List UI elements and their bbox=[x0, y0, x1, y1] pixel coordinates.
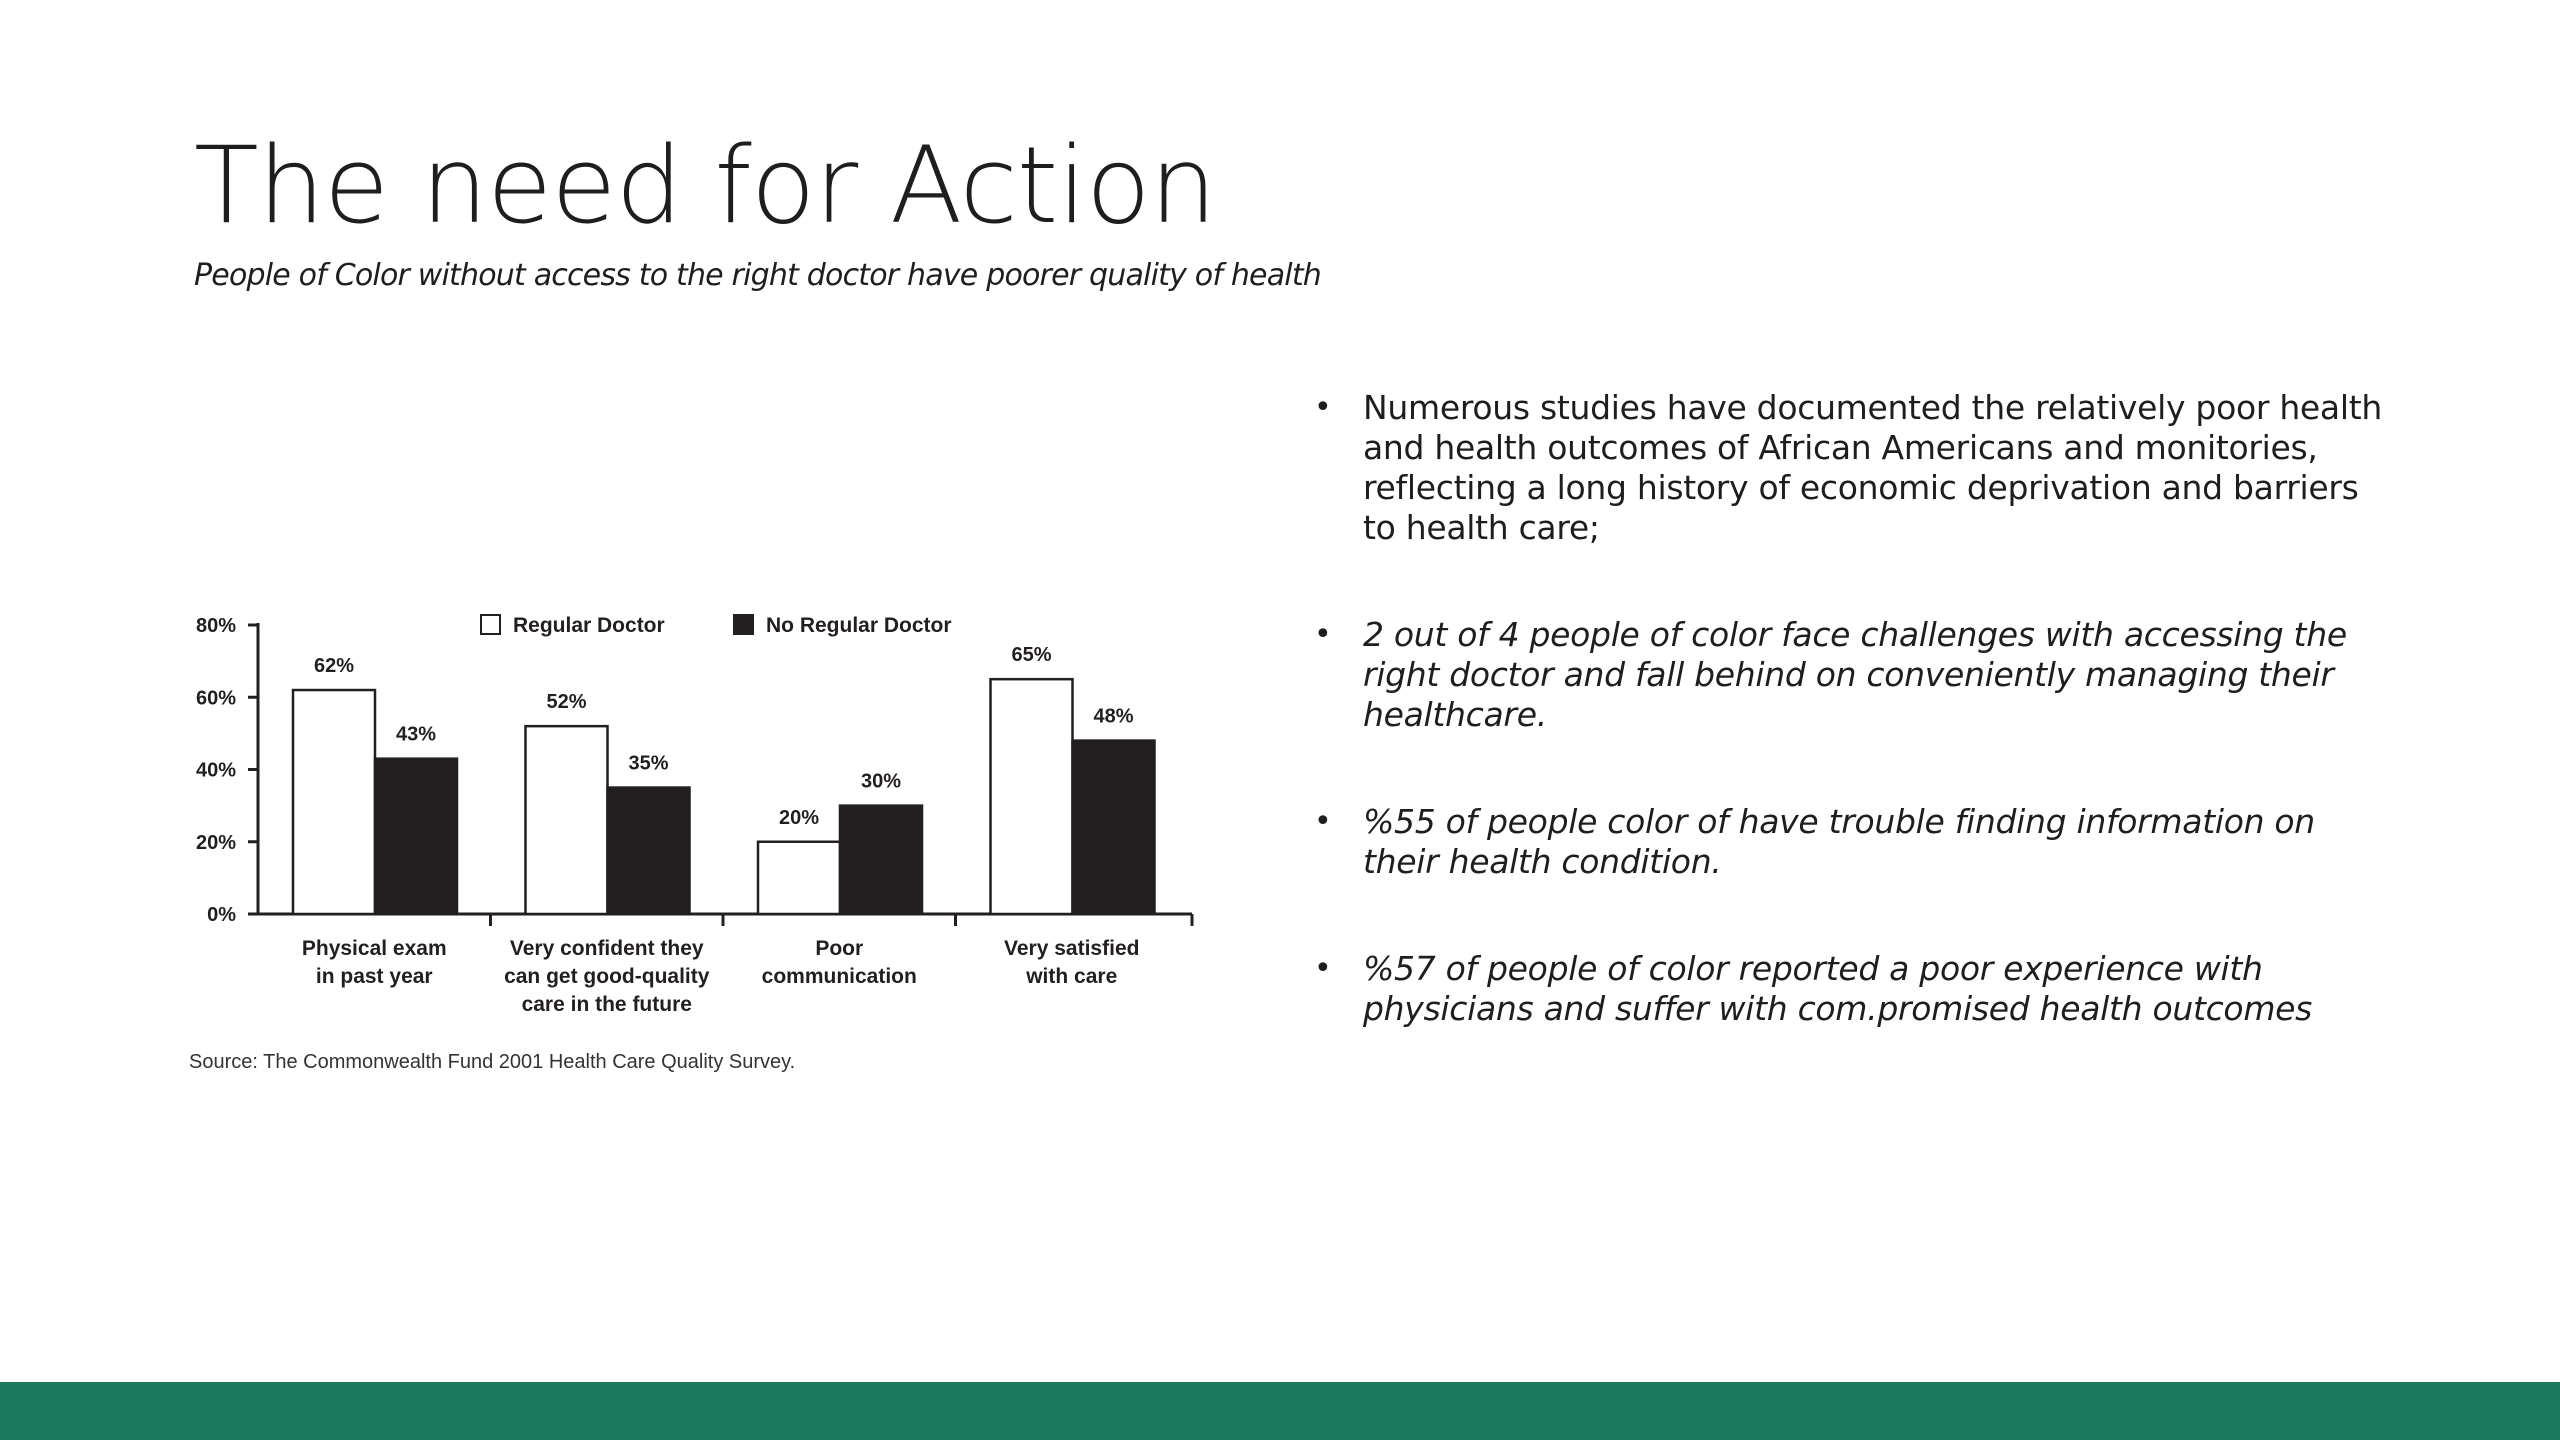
bullet-item: • %55 of people color of have trouble finding information on their health condition. bbox=[1310, 802, 2400, 882]
legend-regular-doctor-label: Regular Doctor bbox=[513, 614, 665, 637]
bullet-item: • 2 out of 4 people of color face challenges with accessing the right doctor and fall behind on conveniently managing their healthcare. bbox=[1310, 615, 2400, 735]
bar-data-label: 35% bbox=[628, 752, 669, 775]
x-category-label: in past year bbox=[315, 965, 433, 988]
legend-regular-doctor-swatch bbox=[481, 615, 500, 634]
bar-data-label: 52% bbox=[546, 691, 587, 714]
bar-data-label: 65% bbox=[1011, 644, 1052, 667]
bar-data-label: 30% bbox=[860, 770, 902, 793]
bar-regular-doctor bbox=[991, 679, 1073, 914]
bar-data-label: 62% bbox=[313, 655, 355, 678]
slide-subtitle: People of Color without access to the right doctor have poorer quality of health bbox=[194, 258, 1321, 293]
bar-no-regular-doctor bbox=[375, 759, 457, 914]
y-tick-label: 60% bbox=[195, 687, 236, 710]
bar-regular-doctor bbox=[758, 842, 840, 914]
x-category-label: communication bbox=[761, 965, 917, 988]
x-category-label: Poor bbox=[815, 937, 864, 960]
x-category-label: Very confident they bbox=[509, 937, 704, 960]
y-tick-label: 20% bbox=[195, 831, 236, 854]
slide-title: The need for Action bbox=[194, 124, 1216, 247]
x-category-label: with care bbox=[1026, 965, 1118, 988]
bar-no-regular-doctor bbox=[608, 788, 690, 914]
y-tick-label: 80% bbox=[195, 615, 236, 637]
bar-no-regular-doctor bbox=[1073, 741, 1155, 914]
bar-chart bbox=[160, 590, 1260, 1100]
y-tick-label: 40% bbox=[195, 759, 236, 782]
legend-no-regular-doctor-label: No Regular Doctor bbox=[766, 614, 952, 637]
bar-data-label: 43% bbox=[395, 723, 437, 746]
bullet-item: • Numerous studies have documented the relatively poor health and health outcomes of African Americans and monitories, reflecting a long history of economic deprivation and barriers to health care; bbox=[1310, 388, 2400, 548]
y-tick-label: 0% bbox=[207, 904, 236, 926]
bar-regular-doctor bbox=[526, 726, 608, 914]
bar-no-regular-doctor bbox=[840, 806, 922, 914]
x-category-label: Physical exam bbox=[301, 937, 447, 960]
bar-data-label: 20% bbox=[778, 806, 820, 829]
chart-svg bbox=[160, 590, 1260, 1100]
x-category-label: can get good-quality bbox=[504, 965, 710, 988]
bullet-list bbox=[1310, 388, 2400, 1029]
bar-data-label: 48% bbox=[1093, 705, 1134, 728]
chart-source-note: Source: The Commonwealth Fund 2001 Health Care Quality Survey. bbox=[189, 1051, 796, 1073]
footer-accent-bar bbox=[0, 1382, 2560, 1440]
legend-no-regular-doctor-swatch bbox=[734, 615, 753, 634]
bar-regular-doctor bbox=[293, 690, 375, 914]
x-category-label: care in the future bbox=[521, 993, 692, 1016]
x-category-label: Very satisfied bbox=[1004, 937, 1140, 960]
bullet-item: • %57 of people of color reported a poor experience with physicians and suffer with com.promised health outcomes bbox=[1310, 949, 2400, 1029]
